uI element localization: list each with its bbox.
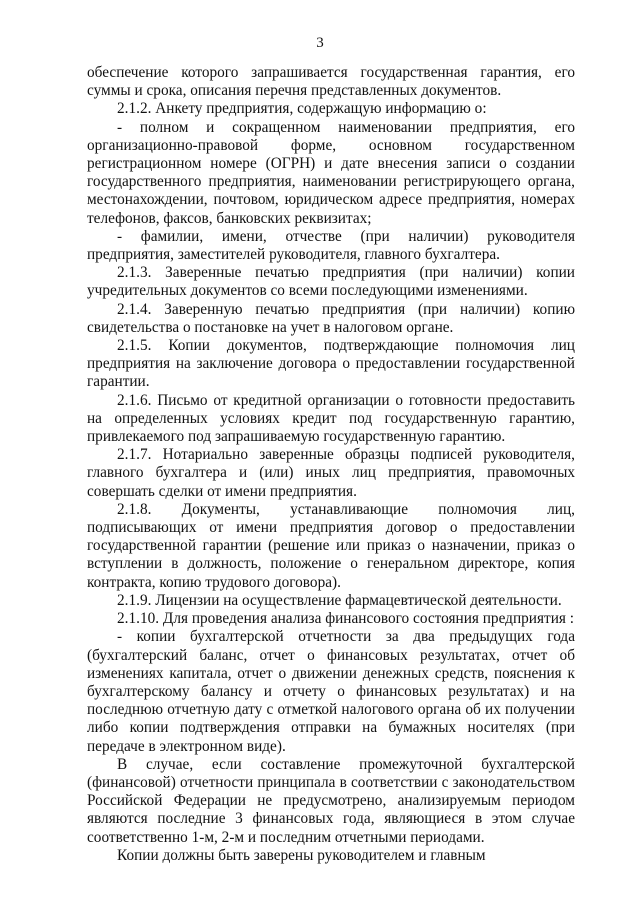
paragraph-2-1-4: 2.1.4. Заверенную печатью предприятия (при наличии) копию свидетельства о постановке на учет в налоговом органе. [87,300,575,336]
paragraph-2-1-2: 2.1.2. Анкету предприятия, содержащую информацию о: [117,100,487,118]
list-item-company-name: - полном и сокращенном наименовании предприятия, его организационно-правовой форме, основном государственном регистрационном номере (ОГРН) и дате внесения записи о создании государственного предприятия, наименовании регистрирующего органа, местонахождении, почтовом, юридическом адресе предприятия, номерах телефонов, факсов, банковских реквизитах; [87,118,575,227]
paragraph-2-1-6: 2.1.6. Письмо от кредитной организации о готовности предоставить на определенных условиях кредит под государственную гарантию, привлекаемого под запрашиваемую государственную гарантию. [87,391,575,446]
paragraph-2-1-7: 2.1.7. Нотариально заверенные образцы подписей руководителя, главного бухгалтера и (или) иных лиц предприятия, правомочных совершать сделки от имени предприятия. [87,446,575,500]
paragraph-2-1-8: 2.1.8. Документы, устанавливающие полномочия лиц, подписывающих от имени предприятия договор о предоставлении государственной гарантии (решение или приказ о назначении, приказ о вступлении в должность, положение о генеральном директоре, копия контракта, копию трудового договора). [87,500,575,591]
paragraph-continuation: обеспечение которого запрашивается государственная гарантия, его суммы и срока, описания перечня представленных документов. [87,64,575,100]
list-item-accounting-reports: - копии бухгалтерской отчетности за два предыдущих года (бухгалтерский баланс, отчет о финансовых результатах, отчет об изменениях капитала, отчет о движении денежных средств, пояснения к бухгалтерскому балансу и отчету о финансовых результатах) и на последнюю отчетную дату с отметкой налогового органа об их получении либо копии подтверждения отправки на бумажных носителях (при передаче в электронном виде). [87,628,575,755]
paragraph-interim-reporting: В случае, если составление промежуточной бухгалтерской (финансовой) отчетности принципала в соответствии с законодательством Российской Федерации не предусмотрено, анализируемым периодом являются последние 3 финансовых года, являющиеся в этом случае соответственно 1-м, 2-м и последним отчетными периодами. [87,755,575,846]
paragraph-certification: Копии должны быть заверены руководителем и главным [117,846,486,864]
list-item-management: - фамилии, имени, отчестве (при наличии) руководителя предприятия, заместителей руководителя, главного бухгалтера. [87,227,575,264]
paragraph-2-1-3: 2.1.3. Заверенные печатью предприятия (при наличии) копии учредительных документов со всеми последующими изменениями. [87,264,575,300]
paragraph-2-1-5: 2.1.5. Копии документов, подтверждающие полномочия лиц предприятия на заключение договора о предоставлении государственной гарантии. [87,337,575,391]
page-number: 3 [316,35,324,51]
paragraph-2-1-9: 2.1.9. Лицензии на осуществление фармацевтической деятельности. [117,591,562,609]
document-body [87,64,575,865]
paragraph-2-1-10: 2.1.10. Для проведения анализа финансового состояния предприятия : [117,610,574,628]
